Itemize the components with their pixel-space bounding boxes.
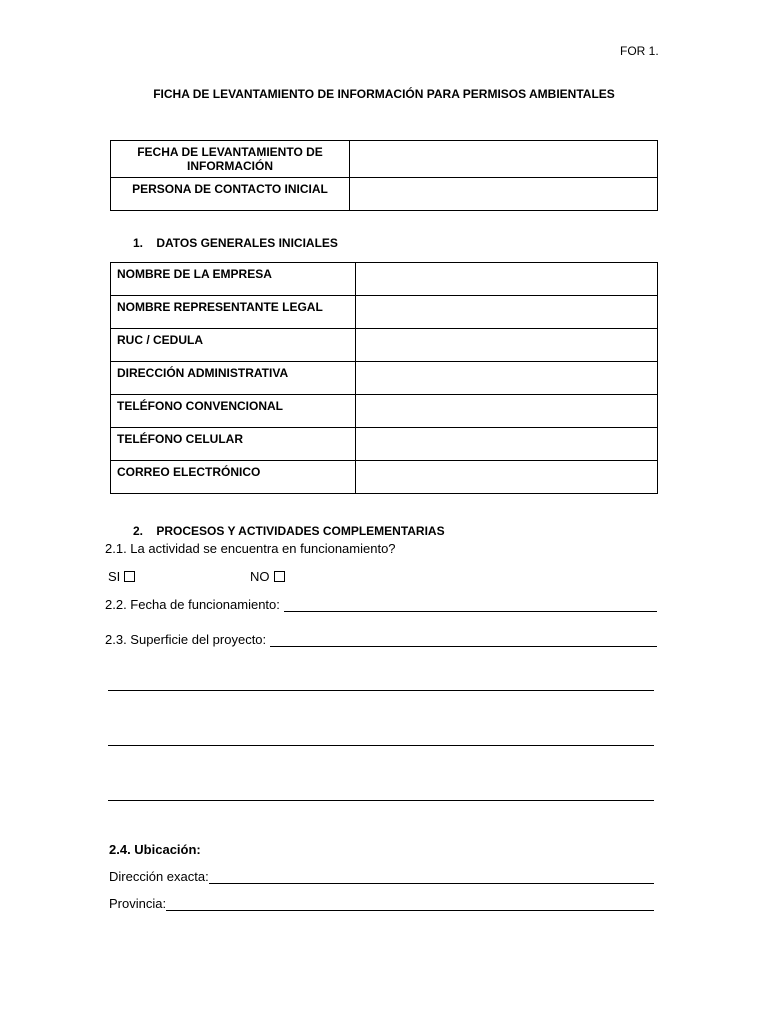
value-empresa[interactable]	[356, 263, 658, 296]
question-2-3	[105, 632, 657, 647]
direccion-exacta-row	[109, 869, 654, 884]
provincia-label: Provincia:	[109, 896, 167, 911]
no-option[interactable]	[250, 569, 285, 584]
no-label: NO	[250, 569, 270, 584]
meta-label-fecha: FECHA DE LEVANTAMIENTO DE INFORMACIÓN	[111, 141, 350, 178]
label-ruc: RUC / CEDULA	[111, 329, 356, 362]
page-title: FICHA DE LEVANTAMIENTO DE INFORMACIÓN PARA PERMISOS AMBIENTALES	[153, 87, 615, 101]
direccion-exacta-line[interactable]	[209, 869, 654, 884]
value-direccion-admin[interactable]	[356, 362, 658, 395]
meta-table	[110, 140, 658, 211]
superficie-line[interactable]	[270, 632, 657, 647]
no-checkbox[interactable]	[274, 571, 285, 582]
meta-value-fecha[interactable]	[350, 141, 658, 178]
label-correo: CORREO ELECTRÓNICO	[111, 461, 356, 494]
section1-heading: 1. DATOS GENERALES INICIALES	[133, 236, 338, 250]
blank-line-1[interactable]	[108, 690, 654, 691]
form-code: FOR 1.	[620, 44, 659, 58]
value-ruc[interactable]	[356, 329, 658, 362]
meta-value-persona[interactable]	[350, 178, 658, 211]
meta-label-persona: PERSONA DE CONTACTO INICIAL	[111, 178, 350, 211]
value-telefono-cel[interactable]	[356, 428, 658, 461]
blank-line-3[interactable]	[108, 800, 654, 801]
question-2-2-label: 2.2. Fecha de funcionamiento:	[105, 597, 280, 612]
provincia-row	[109, 896, 654, 911]
provincia-line[interactable]	[166, 896, 654, 911]
si-option[interactable]	[108, 569, 135, 584]
direccion-exacta-label: Dirección exacta:	[109, 869, 209, 884]
label-telefono-cel: TELÉFONO CELULAR	[111, 428, 356, 461]
blank-line-2[interactable]	[108, 745, 654, 746]
label-telefono-conv: TELÉFONO CONVENCIONAL	[111, 395, 356, 428]
question-2-4: 2.4. Ubicación:	[109, 842, 201, 857]
label-direccion-admin: DIRECCIÓN ADMINISTRATIVA	[111, 362, 356, 395]
fecha-funcionamiento-line[interactable]	[284, 597, 657, 612]
si-label: SI	[108, 569, 121, 584]
value-representante[interactable]	[356, 296, 658, 329]
value-correo[interactable]	[356, 461, 658, 494]
question-2-1: 2.1. La actividad se encuentra en funcionamiento?	[105, 541, 396, 556]
label-representante: NOMBRE REPRESENTANTE LEGAL	[111, 296, 356, 329]
question-2-3-label: 2.3. Superficie del proyecto:	[105, 632, 267, 647]
value-telefono-conv[interactable]	[356, 395, 658, 428]
label-empresa: NOMBRE DE LA EMPRESA	[111, 263, 356, 296]
general-data-table	[110, 262, 658, 494]
si-checkbox[interactable]	[124, 571, 135, 582]
question-2-2	[105, 597, 657, 612]
section2-heading: 2. PROCESOS Y ACTIVIDADES COMPLEMENTARIAS	[133, 524, 445, 538]
